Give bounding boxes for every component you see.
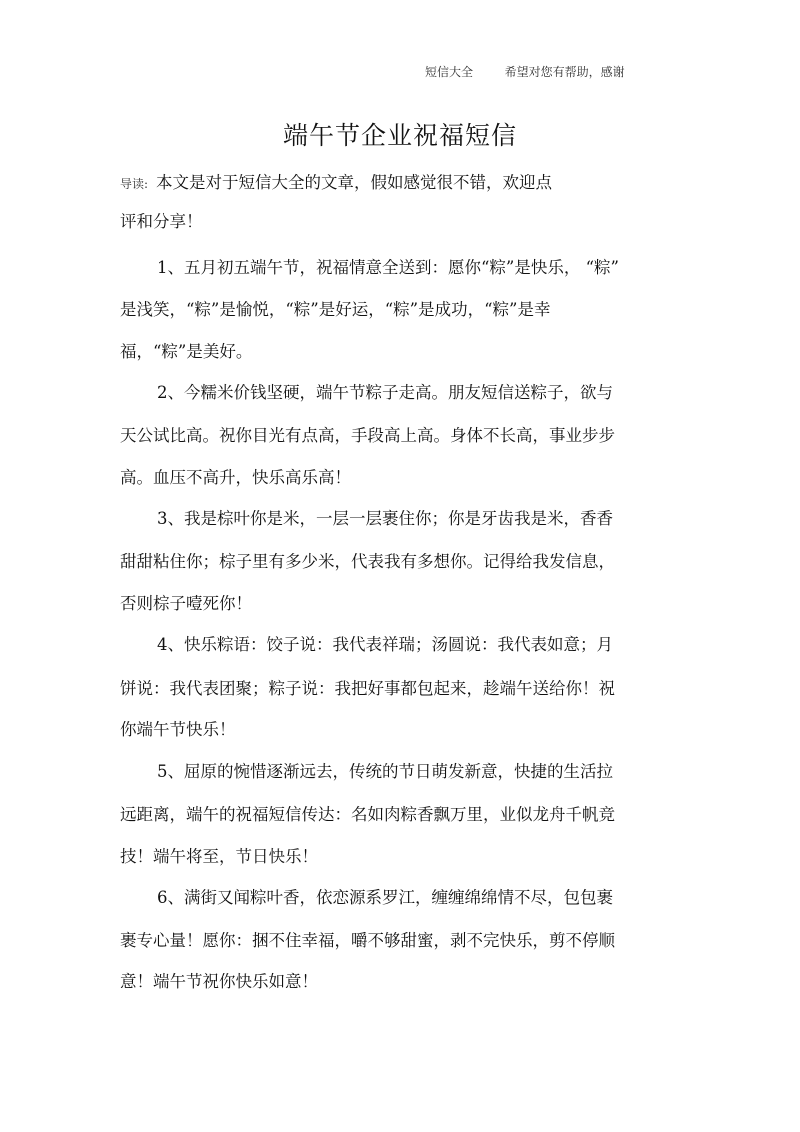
paragraph-line: 甜甜粘住你；棕子里有多少米，代表我有多想你。记得给我发信息， [120, 552, 615, 571]
paragraph-line: 你端午节快乐！ [120, 720, 236, 739]
paragraph-line: 高。血压不高升，快乐高乐高！ [120, 468, 351, 487]
header-tagline: 希望对您有帮助，感谢 [504, 65, 625, 79]
paragraph-line: 2、今糯米价钱坚硬，端午节粽子走高。朋友短信送粽子，欲与 [157, 383, 613, 402]
paragraph-line: 4、快乐粽语：饺子说：我代表祥瑞；汤圆说：我代表如意；月 [157, 635, 613, 654]
page-header [425, 63, 625, 80]
paragraph-line: 是浅笑，“粽”是愉悦，“粽”是好运，“粽”是成功，“粽”是幸 [120, 300, 551, 319]
paragraph-line: 远距离，端午的祝福短信传达：名如肉粽香飘万里，业似龙舟千帆竞 [120, 805, 615, 824]
paragraph-line: 否则棕子噎死你！ [120, 594, 252, 613]
paragraph-line: 6、满街又闻粽叶香，依恋源系罗江，缠缠绵绵情不尽，包包裹 [157, 888, 613, 907]
paragraph-line: 意！端午节祝你快乐如意！ [120, 972, 318, 991]
paragraph-line: 饼说：我代表团聚；粽子说：我把好事都包起来，趁端午送给你！祝 [120, 679, 615, 698]
paragraph-line: 3、我是棕叶你是米，一层一层裹住你；你是牙齿我是米，香香 [157, 509, 613, 528]
paragraph-line: 技！端午将至，节日快乐！ [120, 847, 318, 866]
intro-label: 导读: [120, 177, 149, 191]
paragraph-line: 裹专心量！愿你：捆不住幸福，嚼不够甜蜜，剥不完快乐，剪不停顺 [120, 931, 615, 950]
paragraph-line: 福，“粽”是美好。 [120, 342, 253, 361]
intro-line: 评和分享！ [120, 212, 203, 231]
intro-line [120, 175, 552, 192]
paragraph-line: 天公试比高。祝你目光有点高，手段高上高。身体不长高，事业步步 [120, 426, 615, 445]
document-title: 端午节企业祝福短信 [282, 121, 517, 150]
paragraph-line: 5、屈原的惋惜逐渐远去，传统的节日萌发新意，快捷的生活拉 [157, 762, 613, 781]
header-site-name: 短信大全 [425, 65, 474, 79]
paragraph-line: 1、五月初五端午节，祝福情意全送到：愿你“粽”是快乐， “粽” [157, 258, 619, 277]
intro-text: 本文是对于短信大全的文章，假如感觉很不错，欢迎点 [156, 173, 553, 192]
